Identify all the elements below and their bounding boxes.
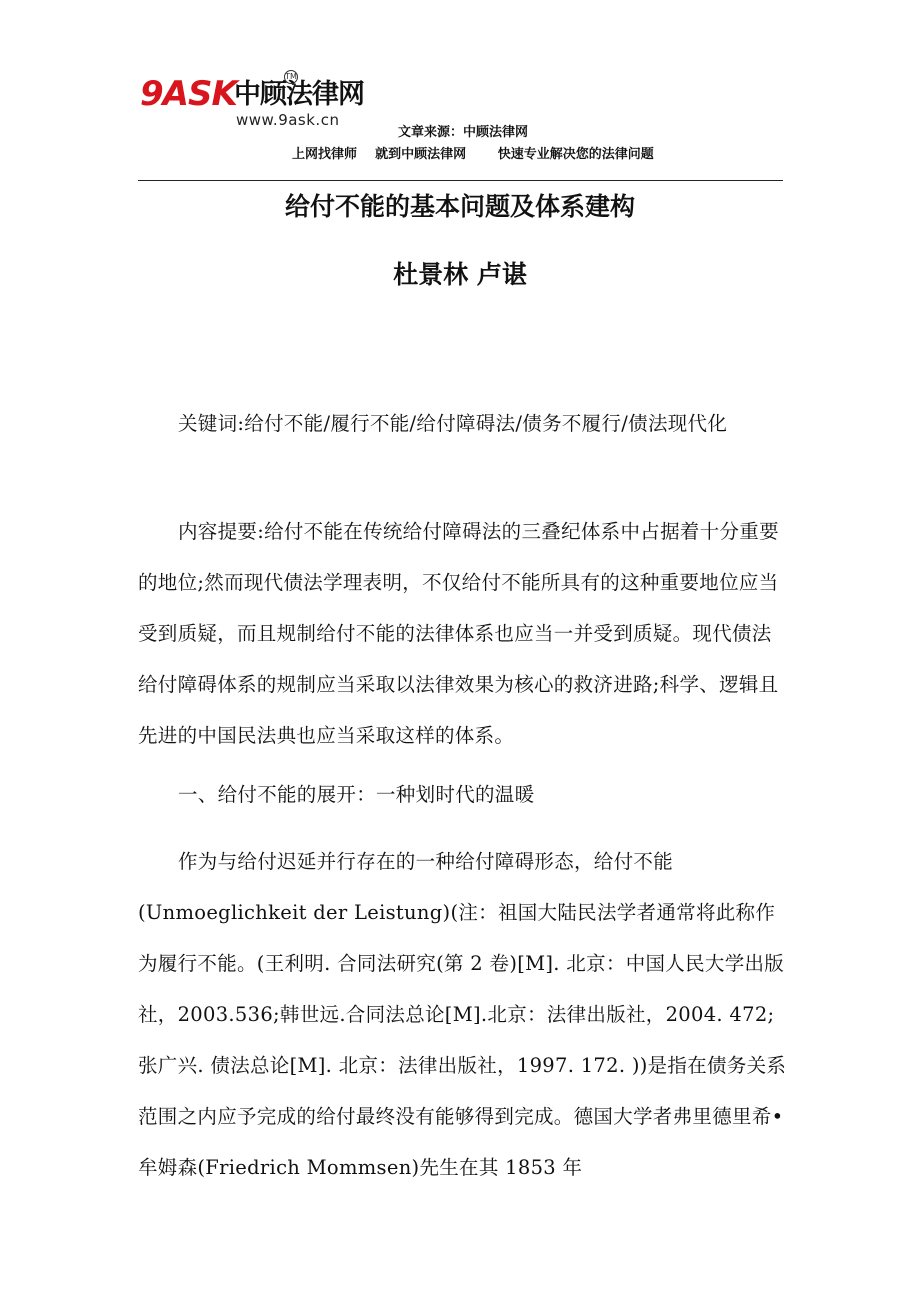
site-slogan: 上网找律师 就到中顾法律网 快速专业解决您的法律问题 bbox=[292, 147, 654, 162]
body-paragraph: 作为与给付迟延并行存在的一种给付障碍形态，给付不能(Unmoeglichkeit der Leistung)(注：祖国大陆民法学者通常将此称作为履行不能。(王利明. 合同法研究(第 2 卷)[M]. 北京：中国人民大学出版社，2003.536;韩世远.合同法总论[M].北京：法律出版社，2004. 472;张广兴. 债法总论[M]. 北京：法律出版社，1997. 172. ))是指在债务关系范围之内应予完成的给付最终没有能够得到完成。德国大学者弗里德里希•牟姆森(Friedrich Mommsen)先生在其 1853 年 bbox=[138, 850, 787, 1179]
logo-url: www.9ask.cn bbox=[236, 111, 340, 129]
logo-chinese-name: 中顾法律网 bbox=[234, 79, 364, 110]
trademark-icon: TM bbox=[284, 70, 298, 84]
article-authors: 杜景林 卢谌 bbox=[393, 260, 527, 289]
abstract-paragraph: 内容提要:给付不能在传统给付障碍法的三叠纪体系中占据着十分重要的地位;然而现代债法学理表明，不仅给付不能所具有的这种重要地位应当受到质疑，而且规制给付不能的法律体系也应当一并受到质疑。现代债法给付障碍体系的规制应当采取以法律效果为核心的救济进路;科学、逻辑且先进的中国民法典也应当采取这样的体系。 bbox=[138, 520, 779, 747]
site-logo[interactable] bbox=[140, 70, 380, 134]
logo-mark: 9ASK bbox=[140, 74, 237, 114]
article-source: 文章来源：中顾法律网 bbox=[398, 125, 529, 140]
header-divider bbox=[138, 180, 783, 181]
article-title: 给付不能的基本问题及体系建构 bbox=[284, 192, 635, 221]
section-heading: 一、给付不能的展开：一种划时代的温暖 bbox=[178, 783, 535, 806]
keywords-paragraph: 关键词:给付不能/履行不能/给付障碍法/债务不履行/债法现代化 bbox=[178, 412, 728, 435]
